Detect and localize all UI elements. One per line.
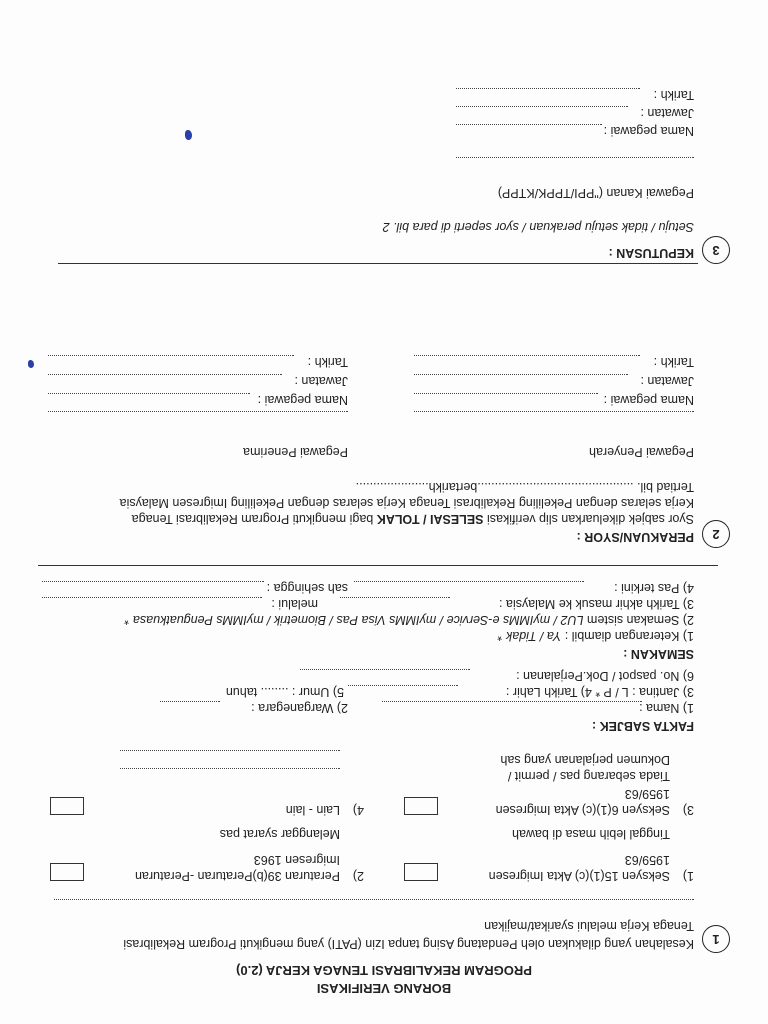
section-2-line1-options: SELESAI / TOLAK: [376, 512, 484, 526]
section-3-number: 3: [702, 236, 730, 264]
semakan-item1-label: 1) Keterangan diambil :: [561, 629, 694, 643]
option-1-checkbox[interactable]: [404, 863, 438, 881]
option-4-checkbox[interactable]: [50, 797, 84, 815]
semakan-item2-value: LU2 / myIMMs e-Service / myIMMs Visa Pas / Biometrik / myIMMs Penguatkuasa *: [124, 613, 584, 627]
option-3-label-line2: 1959/63: [624, 787, 670, 801]
kanan-tarikh-field[interactable]: [456, 88, 640, 89]
semakan-item4-sah-field[interactable]: [42, 581, 264, 582]
section-2-line1-end: bagi mengikuti Program Rekalibrasi Tenaga: [131, 512, 377, 526]
section-divider-2: [58, 263, 698, 264]
option-2-label-line2: Imigresen 1963: [253, 853, 340, 867]
fakta-warganegara-field[interactable]: [160, 701, 220, 702]
fakta-heading: FAKTA SABJEK :: [591, 719, 694, 733]
fakta-warganegara-label: 2) Warganegara :: [251, 701, 348, 715]
semakan-item3-melalui-field[interactable]: [42, 597, 262, 598]
option-1-num: 1): [682, 869, 694, 883]
fakta-jantina-label: 3) Jantina : L / P * 4) Tarikh Lahir :: [505, 685, 694, 699]
semakan-item3-melalui-label: melalui :: [271, 597, 318, 611]
semakan-item2: [125, 613, 694, 627]
penerima-nama-field[interactable]: [48, 393, 250, 394]
penerima-tarikh-label: Tarikh :: [307, 355, 348, 369]
option-4-num: 4): [352, 803, 364, 817]
section-2-line2: Kerja selaras dengan Pekeliling Rekalibrasi Tenaga Kerja selaras dengan Pekeliling Imigresen Malaysia: [119, 496, 694, 510]
fakta-nama-label: 1) Nama :: [639, 701, 694, 715]
fakta-nama-field[interactable]: [382, 701, 642, 702]
section-3-text: Setuju / tidak setuju perakuan / syor seperti di para bil. 2: [382, 220, 694, 234]
form-title-line2: PROGRAM REKALIBRASI TENAGA KERJA (2.0): [236, 963, 532, 978]
penerima-nama-label: Nama pegawai :: [257, 393, 348, 407]
kanan-nama-label: Nama pegawai :: [603, 124, 694, 138]
penyerah-nama-label: Nama pegawai :: [603, 393, 694, 407]
penerima-jawatan-label: Jawatan :: [294, 374, 348, 388]
option-2-checkbox[interactable]: [50, 863, 84, 881]
option-other-line2[interactable]: [120, 750, 340, 751]
section-2-line1-start: Syor sabjek dikeluarkan slip verifikasi: [483, 512, 694, 526]
fakta-paspot-field[interactable]: [300, 669, 470, 670]
semakan-item1-value: Ya / Tidak *: [497, 629, 562, 643]
option-3-num: 3): [682, 803, 694, 817]
ink-mark: [28, 360, 34, 368]
semakan-item3-label: 3) Tarikh akhir masuk ke Malaysia :: [499, 597, 694, 611]
section-2-line1: [132, 512, 694, 526]
penerima-jawatan-field[interactable]: [48, 374, 282, 375]
form-title-line1: BORANG VERIFIKASI: [316, 981, 452, 996]
option-breach-label: Melanggar syarat pas: [219, 827, 340, 841]
penerima-signature-line[interactable]: [48, 411, 348, 412]
semakan-item4-field[interactable]: [354, 581, 584, 582]
kanan-jawatan-label: Jawatan :: [640, 106, 694, 120]
fakta-paspot-label: 6) No. paspot / Dok.Perjalanan :: [516, 669, 694, 683]
option-overstay-label: Tinggal lebih masa di bawah: [512, 827, 670, 841]
blue-ink-mark: [185, 130, 192, 140]
section-1-text-line2: Tenaga Kerja melalui syarikat/majikan: [484, 919, 694, 933]
fakta-tarikh-lahir-field[interactable]: [348, 685, 458, 686]
semakan-item3-field[interactable]: [340, 597, 450, 598]
pegawai-penyerah-label: Pegawai Penyerah: [589, 445, 694, 459]
option-no-pass-label-line2: Dokumen perjalanan yang sah: [500, 753, 670, 767]
option-3-checkbox[interactable]: [404, 797, 438, 815]
fakta-umur-label: 5) Umur : ........ tahun: [225, 685, 344, 699]
section-3-heading: KEPUTUSAN :: [608, 246, 694, 260]
penyerah-nama-field[interactable]: [414, 393, 598, 394]
kanan-nama-field[interactable]: [456, 124, 602, 125]
semakan-item4-sah-label: sah sehingga :: [266, 581, 348, 595]
pegawai-kanan-signature-line[interactable]: [456, 157, 694, 158]
kanan-tarikh-label: Tarikh :: [653, 88, 694, 102]
kanan-jawatan-field[interactable]: [456, 106, 628, 107]
penyerah-signature-line[interactable]: [414, 411, 694, 412]
section-2-number: 2: [702, 520, 730, 548]
semakan-item2-label: 2) Semakan sistem: [583, 613, 694, 627]
section-1-answer-line: [54, 899, 694, 900]
penyerah-tarikh-label: Tarikh :: [653, 355, 694, 369]
option-1-label: Seksyen 15(1)(c) Akta Imigresen: [488, 869, 670, 883]
option-no-pass-label: Tiada sebarang pas / permit /: [507, 769, 670, 783]
section-2-heading: PERAKUAN/SYOR :: [576, 530, 694, 544]
option-2-num: 2): [352, 869, 364, 883]
option-other-line1[interactable]: [120, 768, 340, 769]
penyerah-jawatan-label: Jawatan :: [640, 374, 694, 388]
option-1-label-line2: 1959/63: [624, 853, 670, 867]
semakan-item4-label: 4) Pas terkini :: [614, 581, 694, 595]
penyerah-tarikh-field[interactable]: [414, 355, 640, 356]
option-3-label: Seksyen 6(1)(c) Akta Imigresen: [495, 803, 670, 817]
section-divider-1: [38, 565, 718, 566]
semakan-item1: [498, 629, 694, 643]
penyerah-jawatan-field[interactable]: [414, 374, 628, 375]
section-1-number: 1: [702, 925, 730, 953]
section-2-line3: Tertiad bil. .............................................bertarikh.....................: [355, 480, 694, 494]
semakan-heading: SEMAKAN :: [623, 647, 694, 661]
pegawai-penerima-label: Pegawai Penerima: [243, 445, 348, 459]
section-1-text-line1: Kesalahan yang dilakukan oleh Pendatang Asing tanpa Izin (PATI) yang mengikuti Program Rekalibrasi: [123, 937, 694, 951]
option-4-label: Lain - lain: [285, 803, 340, 817]
pegawai-kanan-label: Pegawai Kanan ("PPI/TPPK/KTPP): [497, 186, 694, 200]
penerima-tarikh-field[interactable]: [48, 355, 294, 356]
option-2-label: Peraturan 39(b)Peraturan -Peraturan: [135, 869, 340, 883]
